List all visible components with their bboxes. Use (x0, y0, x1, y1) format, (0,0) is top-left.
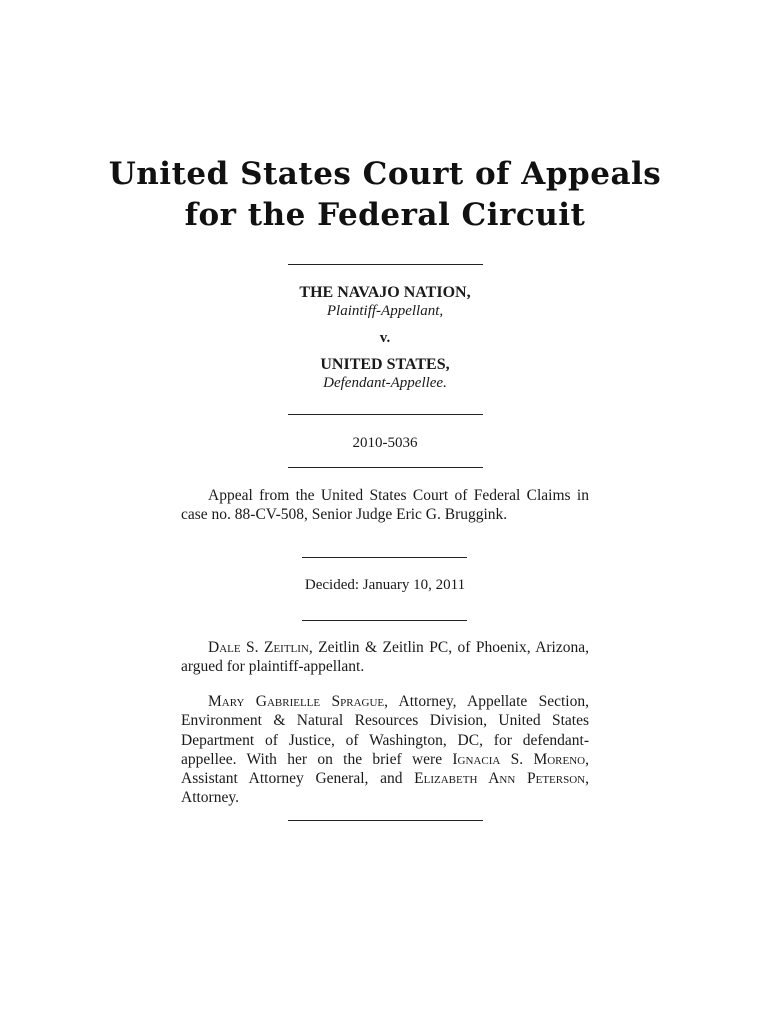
docket-number: 2010-5036 (352, 435, 418, 451)
appellee-co-counsel-name: Elizabeth Ann Peterson (414, 770, 586, 788)
defendant-role: Defendant-Appellee. (323, 375, 447, 391)
appeal-paragraph: Appeal from the United States Court of Federal Claims in case no. 88-CV-508, Senior Judge Eric G. Bruggink. (181, 487, 589, 524)
appellant-counsel-paragraph (181, 638, 589, 677)
divider-rule (288, 264, 483, 265)
divider-rule (288, 414, 483, 415)
appellant-counsel-text: , Zeitlin & Zeitlin PC, of Phoenix, Arizona, argued for plaintiff-appellant. (181, 639, 589, 676)
appellant-attorney-name: Dale S. Zeitlin (208, 639, 309, 656)
plaintiff-name: THE NAVAJO NATION, (299, 284, 471, 301)
appellee-attorney-name: Mary Gabrielle Sprague (208, 693, 385, 710)
appellee-counsel-text: , Attorney, Appellate Section, Environment & Natural Resources Division, United States Department of Justice, of Washington, DC, for defendant-appellee. With her on the brief were (181, 693, 589, 768)
appellee-co-counsel-name: Ignacia S. Moreno (452, 750, 586, 768)
divider-rule (302, 620, 467, 621)
versus-label: v. (379, 330, 391, 346)
appellee-counsel-text: , Attorney. (181, 770, 589, 807)
defendant-name: UNITED STATES, (320, 356, 450, 373)
divider-rule (302, 557, 467, 558)
court-name-line-2: for the Federal Circuit (184, 197, 586, 233)
divider-rule (288, 820, 483, 821)
decided-date: Decided: January 10, 2011 (304, 577, 466, 593)
appellee-counsel-paragraph (181, 692, 589, 808)
appellee-counsel-text: , Assistant Attorney General, and (181, 750, 589, 788)
divider-rule (288, 467, 483, 468)
plaintiff-role: Plaintiff-Appellant, (326, 303, 444, 319)
court-name-line-1: United States Court of Appeals (108, 156, 662, 192)
